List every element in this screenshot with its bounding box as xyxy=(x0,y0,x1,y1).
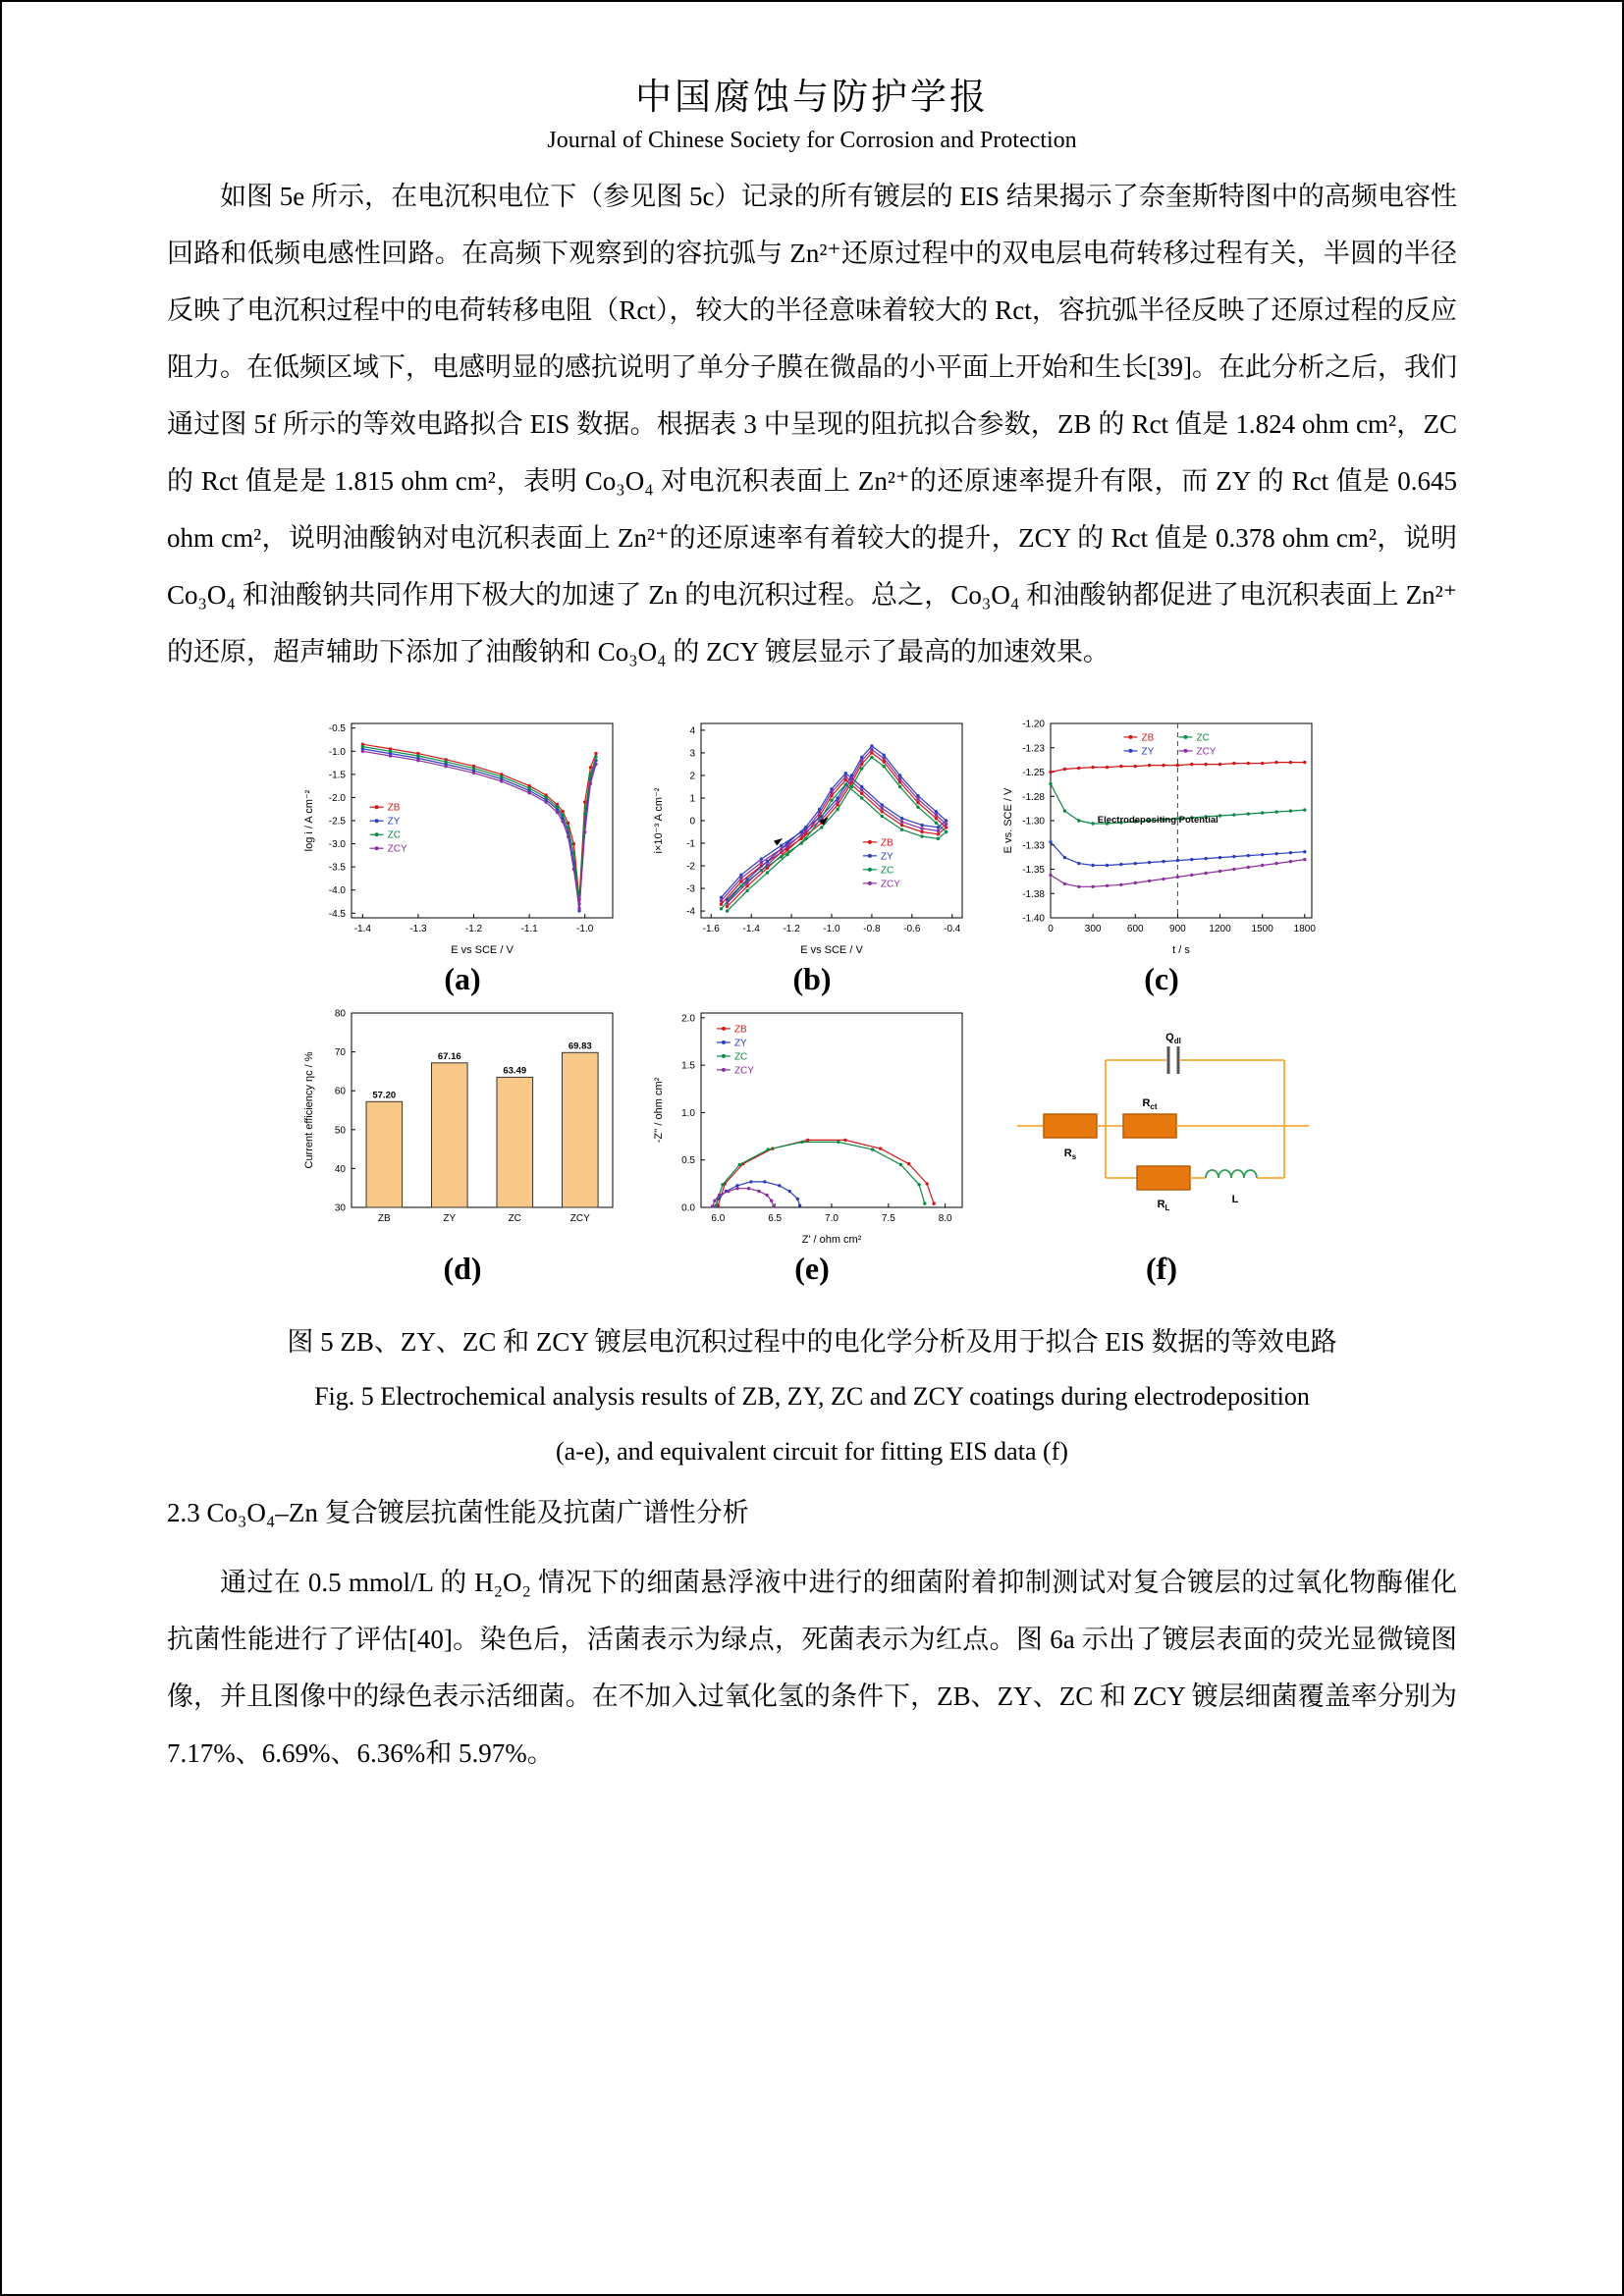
svg-text:-1.4: -1.4 xyxy=(353,924,371,934)
svg-text:300: 300 xyxy=(1084,924,1102,934)
svg-text:600: 600 xyxy=(1126,924,1144,934)
svg-text:-0.5: -0.5 xyxy=(328,723,346,735)
svg-text:E vs SCE / V: E vs SCE / V xyxy=(800,944,863,956)
svg-text:-1: -1 xyxy=(686,838,695,850)
subplot-c xyxy=(1000,714,1324,997)
svg-text:-1.0: -1.0 xyxy=(328,746,346,758)
svg-text:1: 1 xyxy=(689,793,695,805)
svg-text:ZC: ZC xyxy=(508,1213,521,1224)
figure5-row1 xyxy=(167,714,1457,997)
svg-text:ZY: ZY xyxy=(443,1213,457,1224)
svg-text:80: 80 xyxy=(334,1008,346,1020)
svg-text:ZCY: ZCY xyxy=(387,843,407,855)
svg-text:ZB: ZB xyxy=(377,1213,391,1224)
svg-text:-1.0: -1.0 xyxy=(823,924,840,934)
svg-text:-1.2: -1.2 xyxy=(464,924,483,934)
svg-text:ZB: ZB xyxy=(387,802,401,814)
svg-text:2.0: 2.0 xyxy=(681,1013,695,1025)
svg-text:6.5: 6.5 xyxy=(768,1213,783,1224)
svg-text:E vs SCE / V: E vs SCE / V xyxy=(451,944,514,956)
svg-text:ZY: ZY xyxy=(733,1038,747,1049)
svg-text:1.0: 1.0 xyxy=(681,1107,695,1119)
svg-text:-4.0: -4.0 xyxy=(328,885,346,897)
figure5 xyxy=(167,714,1457,1287)
svg-text:-0.8: -0.8 xyxy=(863,924,881,934)
svg-text:ZB: ZB xyxy=(1141,732,1155,744)
chart-e-nyquist xyxy=(650,1003,974,1251)
svg-text:-2.0: -2.0 xyxy=(328,792,346,804)
svg-text:60: 60 xyxy=(334,1086,346,1097)
svg-text:-4.5: -4.5 xyxy=(328,908,346,920)
svg-text:ZC: ZC xyxy=(733,1051,748,1063)
chart-c-potential-vs-time xyxy=(1000,714,1324,961)
svg-text:0: 0 xyxy=(689,816,695,828)
svg-text:69.83: 69.83 xyxy=(568,1041,592,1052)
svg-text:E vs. SCE / V: E vs. SCE / V xyxy=(1002,787,1014,854)
svg-text:RL: $R_L$ xyxy=(1157,1199,1170,1212)
svg-text:-3.5: -3.5 xyxy=(328,862,346,874)
svg-text:-0.6: -0.6 xyxy=(903,924,921,934)
svg-text:-4: -4 xyxy=(686,906,695,918)
svg-text:ZC: ZC xyxy=(880,865,894,877)
subplot-label-b: (b) xyxy=(792,961,832,996)
svg-text:30: 30 xyxy=(334,1202,346,1214)
svg-text:ZCY: ZCY xyxy=(1196,746,1217,758)
svg-text:Rct: $R_{ct}$ xyxy=(1142,1097,1158,1111)
svg-text:-1.1: -1.1 xyxy=(520,924,538,934)
svg-text:t / s: t / s xyxy=(1172,944,1190,956)
subplot-label-f: (f) xyxy=(1146,1251,1177,1286)
subplot-label-e: (e) xyxy=(794,1251,830,1286)
svg-text:7.0: 7.0 xyxy=(825,1213,839,1224)
chart-a-polarization xyxy=(300,714,624,961)
subplot-label-c: (c) xyxy=(1144,961,1179,996)
svg-text:4: 4 xyxy=(689,725,695,737)
section-heading-2-3: 2.3 Co₃O₄–Zn 复合镀层抗菌性能及抗菌广谱性分析 xyxy=(167,1498,749,1527)
subplot-d xyxy=(300,1003,624,1287)
svg-text:8.0: 8.0 xyxy=(938,1213,952,1224)
svg-text:-1.0: -1.0 xyxy=(576,924,594,934)
paragraph-antibacterial: 通过在 0.5 mmol/L 的 H₂O₂ 情况下的细菌悬浮液中进行的细菌附着抑制测试对复合镀层的过氧化物酶催化抗菌性能进行了评估[40]。染色后，活菌表示为绿点，死菌表示为红点。图 6a 示出了镀层表面的荧光显微镜图像，并且图像中的绿色表示活细菌。在不加入过氧化氢的条件下，ZB、ZY、ZC 和 ZCY 镀层细菌覆盖率分别为 7.17%、6.69%、6.36%和 5.97%。 xyxy=(167,1568,1457,1768)
svg-text:-3: -3 xyxy=(686,883,695,895)
svg-text:-1.23: -1.23 xyxy=(1022,743,1045,755)
svg-text:-1.28: -1.28 xyxy=(1022,791,1045,803)
svg-text:-1.40: -1.40 xyxy=(1022,913,1045,925)
svg-text:-Z'' / ohm cm²: -Z'' / ohm cm² xyxy=(653,1077,665,1144)
svg-text:Qdl: $Q_{dl}$ xyxy=(1165,1032,1181,1045)
svg-text:2: 2 xyxy=(689,771,695,782)
svg-text:1.5: 1.5 xyxy=(681,1060,695,1072)
svg-text:-1.20: -1.20 xyxy=(1022,719,1045,730)
svg-text:ZY: ZY xyxy=(387,816,401,828)
svg-text:1200: 1200 xyxy=(1209,924,1231,934)
svg-text:-1.25: -1.25 xyxy=(1022,768,1045,778)
svg-text:1800: 1800 xyxy=(1293,924,1316,934)
svg-text:ZB: ZB xyxy=(880,837,893,849)
svg-text:-1.30: -1.30 xyxy=(1022,816,1045,828)
svg-text:3: 3 xyxy=(689,748,695,760)
svg-text:-1.2: -1.2 xyxy=(783,924,800,934)
svg-text:Z' / ohm cm²: Z' / ohm cm² xyxy=(801,1234,862,1246)
svg-text:i×10⁻³ A cm⁻²: i×10⁻³ A cm⁻² xyxy=(653,787,665,854)
svg-text:-1.6: -1.6 xyxy=(702,924,720,934)
subplot-b xyxy=(650,714,974,997)
journal-header xyxy=(167,67,1457,154)
chart-b-cyclic-voltammetry xyxy=(650,714,974,961)
svg-text:ZCY: ZCY xyxy=(880,879,900,890)
svg-text:ZY: ZY xyxy=(880,851,893,863)
svg-text:Electrodepositing Potential: Electrodepositing Potential xyxy=(1097,814,1218,826)
chart-f-equivalent-circuit xyxy=(1000,1003,1324,1251)
svg-text:63.49: 63.49 xyxy=(503,1065,527,1077)
figure-caption-en-line1: Fig. 5 Electrochemical analysis results of ZB, ZY, ZC and ZCY coatings during electrodeposition xyxy=(314,1382,1310,1411)
svg-text:40: 40 xyxy=(334,1163,346,1175)
svg-text:1500: 1500 xyxy=(1251,924,1273,934)
svg-text:-2.5: -2.5 xyxy=(328,816,346,828)
svg-text:log i / A cm⁻²: log i / A cm⁻² xyxy=(303,789,315,852)
svg-text:-1.33: -1.33 xyxy=(1022,840,1045,852)
svg-text:70: 70 xyxy=(334,1047,346,1059)
svg-text:0: 0 xyxy=(1048,924,1054,934)
svg-text:L: L xyxy=(1231,1194,1239,1205)
svg-text:ZCY: ZCY xyxy=(569,1213,590,1224)
svg-text:-0.4: -0.4 xyxy=(944,924,961,934)
svg-text:-3.0: -3.0 xyxy=(328,839,346,851)
paragraph-eis-analysis: 如图 5e 所示，在电沉积电位下（参见图 5c）记录的所有镀层的 EIS 结果揭示了奈奎斯特图中的高频电容性回路和低频电感性回路。在高频下观察到的容抗弧与 Zn²⁺还原过程中的双电层电荷转移过程有关，半圆的半径反映了电沉积过程中的电荷转移电阻（Rct），较大的半径意味着较大的 Rct，容抗弧半径反映了还原过程的反应阻力。在低频区域下，电感明显的感抗说明了单分子膜在微晶的小平面上开始和生长[39]。在此分析之后，我们通过图 5f 所示的等效电路拟合 EIS 数据。根据表 3 中呈现的阻抗拟合参数，ZB 的 Rct 值是 1.824 ohm cm²，ZC 的 Rct 值是是 1.815 ohm cm²，表明 Co₃O₄ 对电沉积表面上 Zn²⁺的还原速率提升有限，而 ZY 的 Rct 值是 0.645 ohm cm²，说明油酸钠对电沉积表面上 Zn²⁺的还原速率有着较大的提升，ZCY 的 Rct 值是 0.378 ohm cm²，说明 Co₃O₄ 和油酸钠共同作用下极大的加速了 Zn 的电沉积过程。总之，Co₃O₄ 和油酸钠都促进了电沉积表面上 Zn²⁺的还原，超声辅助下添加了油酸钠和 Co₃O₄ 的 ZCY 镀层显示了最高的加速效果。 xyxy=(167,182,1457,667)
svg-text:0.0: 0.0 xyxy=(681,1202,695,1214)
svg-text:-1.38: -1.38 xyxy=(1022,888,1045,900)
svg-text:ZCY: ZCY xyxy=(733,1065,754,1077)
svg-text:-1.4: -1.4 xyxy=(742,924,760,934)
svg-text:ZB: ZB xyxy=(733,1024,747,1036)
svg-text:-1.3: -1.3 xyxy=(409,924,427,934)
svg-text:-1.5: -1.5 xyxy=(328,770,346,781)
journal-title-en: Journal of Chinese Society for Corrosion and Protection xyxy=(547,128,1077,153)
svg-text:67.16: 67.16 xyxy=(437,1050,461,1062)
subplot-label-a: (a) xyxy=(444,961,481,996)
svg-text:0.5: 0.5 xyxy=(681,1155,695,1167)
subplot-f xyxy=(1000,1003,1324,1287)
subplot-e xyxy=(650,1003,974,1287)
svg-text:-1.35: -1.35 xyxy=(1022,865,1045,876)
figure-caption-zh: 图 5 ZB、ZY、ZC 和 ZCY 镀层电沉积过程中的电化学分析及用于拟合 EIS 数据的等效电路 xyxy=(287,1327,1337,1357)
figure5-row2 xyxy=(167,1003,1457,1287)
svg-text:900: 900 xyxy=(1169,924,1186,934)
svg-text:ZY: ZY xyxy=(1141,746,1155,758)
journal-title-zh: 中国腐蚀与防护学报 xyxy=(635,78,989,118)
svg-text:-2: -2 xyxy=(686,861,695,873)
svg-text:ZC: ZC xyxy=(1196,732,1210,744)
chart-d-current-efficiency-bar xyxy=(300,1003,624,1251)
subplot-label-d: (d) xyxy=(443,1251,482,1286)
svg-text:6.0: 6.0 xyxy=(711,1213,726,1224)
svg-text:57.20: 57.20 xyxy=(372,1090,397,1101)
svg-text:7.5: 7.5 xyxy=(881,1213,895,1224)
subplot-a xyxy=(300,714,624,997)
svg-text:Rs: $R_s$ xyxy=(1063,1148,1077,1161)
svg-text:Current efficiency ηc / %: Current efficiency ηc / % xyxy=(303,1051,315,1169)
svg-text:ZC: ZC xyxy=(387,829,401,841)
figure-caption-en-line2: (a-e), and equivalent circuit for fitting EIS data (f) xyxy=(556,1437,1068,1466)
svg-text:50: 50 xyxy=(334,1125,346,1137)
